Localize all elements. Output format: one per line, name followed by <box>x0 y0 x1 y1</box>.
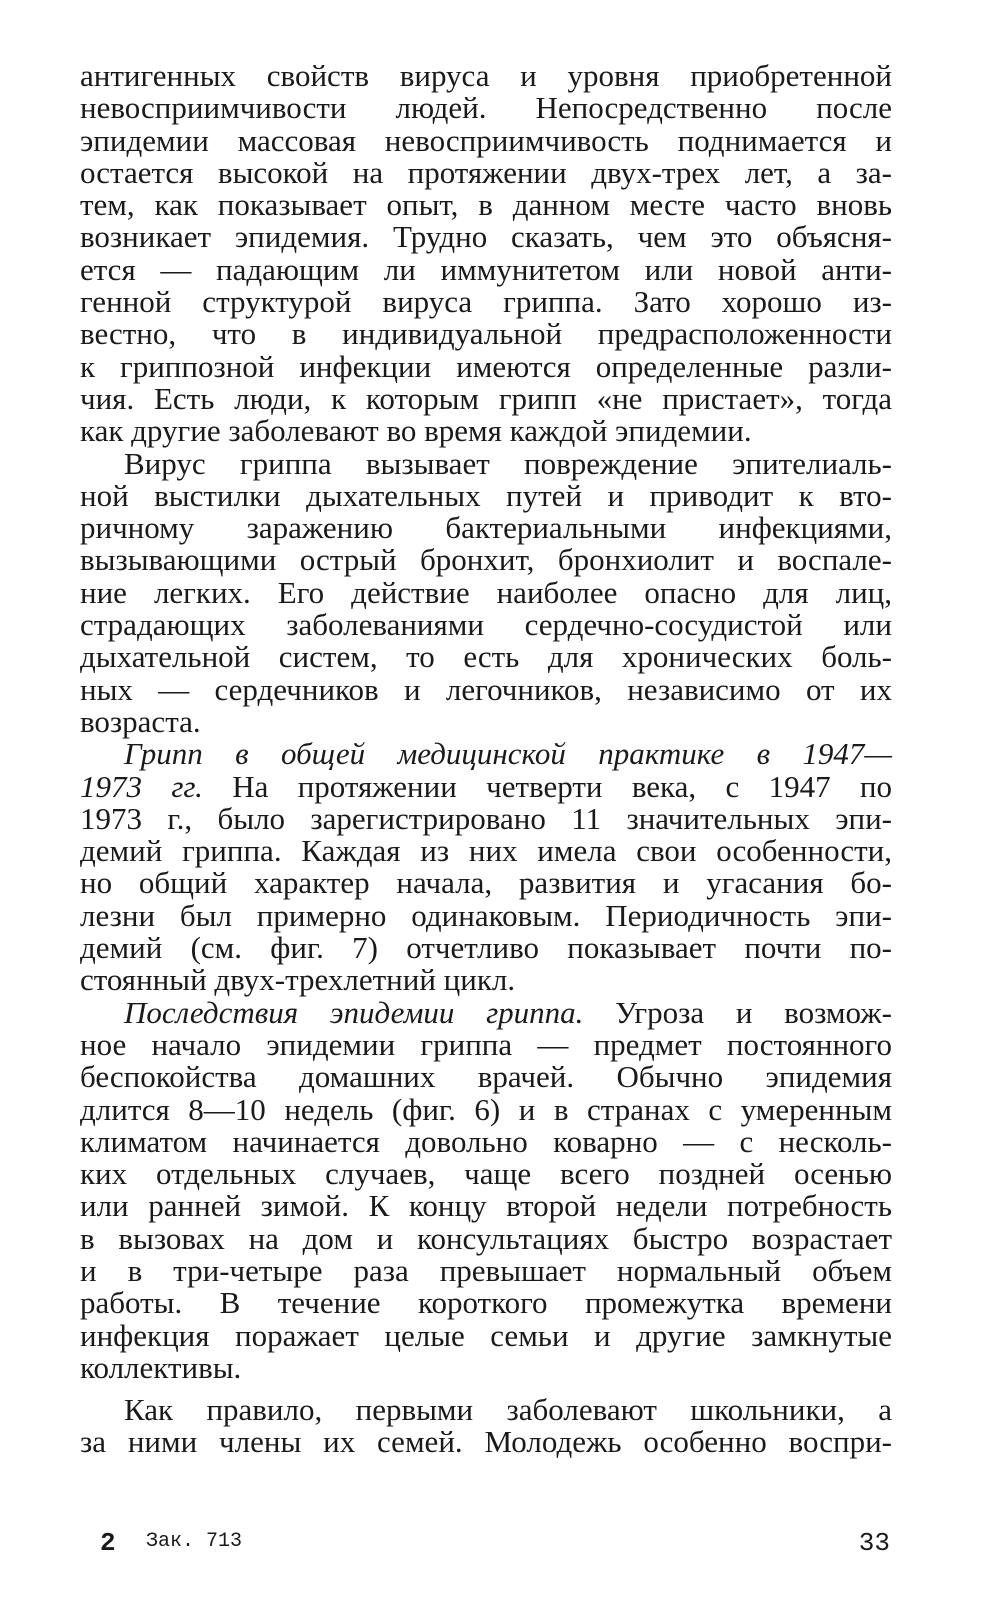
text-line: инфекция поражает целые семьи и другие замкнутые <box>80 1317 892 1353</box>
paragraph-epidemic-consequences <box>80 994 892 1385</box>
text-line <box>80 768 892 804</box>
paragraph-virus-effects <box>80 445 892 739</box>
text-line: страдающих заболеваниями сердечно-сосудистой или <box>80 607 892 643</box>
text-line: ких отдельных случаев, чаще всего поздней осенью <box>80 1156 892 1192</box>
text-line <box>80 994 892 1030</box>
text-line: дыхательной систем, то есть для хронических боль- <box>80 639 892 675</box>
section-heading: Грипп в общей медицинской практике в 1947— <box>124 736 892 772</box>
text-line: и в три-четыре раза превышает нормальный объем <box>80 1252 892 1288</box>
text-line: возраста. <box>80 703 201 739</box>
paragraph-continuation <box>80 60 892 448</box>
text-line: длится 8—10 недель (фиг. 6) и в странах с умеренным <box>80 1091 892 1127</box>
paragraph-flu-practice <box>80 738 892 996</box>
text-line: к гриппозной инфекции имеются определенные разли- <box>80 348 892 384</box>
text-line: или ранней зимой. К концу второй недели потребность <box>80 1188 892 1224</box>
text-line: остается высокой на протяжении двух-трех лет, а за- <box>80 154 892 190</box>
print-order-number: Зак. 713 <box>146 1530 243 1553</box>
text-line: вызывающими острый бронхит, бронхиолит и воспале- <box>80 542 892 578</box>
text-line: за ними члены их семей. Молодежь особенно воспри- <box>80 1424 892 1460</box>
text-line: ных — сердечников и легочников, независимо от их <box>80 671 892 707</box>
text-line: Как правило, первыми заболевают школьники, а <box>124 1392 892 1428</box>
text-line: ричному заражению бактериальными инфекциями, <box>80 510 892 546</box>
text-fragment: На протяжении четверти века, с 1947 по <box>202 768 892 804</box>
text-line: в вызовах на дом и консультациях быстро возрастает <box>80 1220 892 1256</box>
text-fragment: Угроза и возмож- <box>583 994 892 1030</box>
section-heading-cont: 1973 гг. <box>80 768 203 804</box>
text-line: ется — падающим ли иммунитетом или новой анти- <box>80 251 892 287</box>
text-line: демий гриппа. Каждая из них имела свои особенности, <box>80 833 892 869</box>
text-line: ние легких. Его действие наиболее опасно для лиц, <box>80 574 892 610</box>
signature-mark: 2 <box>100 1528 116 1558</box>
text-line: тем, как показывает опыт, в данном месте часто вновь <box>80 187 892 223</box>
text-line: климатом начинается довольно коварно — с несколь- <box>80 1123 892 1159</box>
text-line: но общий характер начала, развития и угасания бо- <box>80 865 892 901</box>
text-line: эпидемии массовая невосприимчивость поднимается и <box>80 122 892 158</box>
text-line: ное начало эпидемии гриппа — предмет постоянного <box>80 1026 892 1062</box>
text-line: возникает эпидемия. Трудно сказать, чем это объясня- <box>80 219 892 255</box>
text-line: невосприимчивости людей. Непосредственно после <box>80 90 892 126</box>
section-heading: Последствия эпидемии гриппа. <box>124 994 584 1030</box>
page-footer <box>100 1528 890 1562</box>
text-line: демий (см. фиг. 7) отчетливо показывает почти по- <box>80 930 892 966</box>
page-text <box>80 60 892 1459</box>
text-line: генной структурой вируса гриппа. Зато хорошо из- <box>80 284 892 320</box>
text-line: Вирус гриппа вызывает повреждение эпителиаль- <box>124 445 892 481</box>
text-line: вестно, что в индивидуальной предрасположенности <box>80 316 892 352</box>
text-line: стоянный двух-трехлетний цикл. <box>80 962 516 998</box>
text-line: коллективы. <box>80 1349 242 1385</box>
text-line: беспокойства домашних врачей. Обычно эпидемия <box>80 1059 892 1095</box>
text-line: работы. В течение короткого промежутка времени <box>80 1285 892 1321</box>
text-line: чия. Есть люди, к которым грипп «не пристает», тогда <box>80 380 892 416</box>
paragraph-schoolchildren <box>80 1394 892 1459</box>
text-line: антигенных свойств вируса и уровня приобретенной <box>80 58 892 93</box>
text-line: 1973 г., было зарегистрировано 11 значительных эпи- <box>80 800 892 836</box>
text-line: ной выстилки дыхательных путей и приводит к вто- <box>80 477 892 513</box>
text-line: как другие заболевают во время каждой эпидемии. <box>80 413 752 449</box>
page-number: 33 <box>858 1528 890 1558</box>
text-line: лезни был примерно одинаковым. Периодичность эпи- <box>80 897 892 933</box>
